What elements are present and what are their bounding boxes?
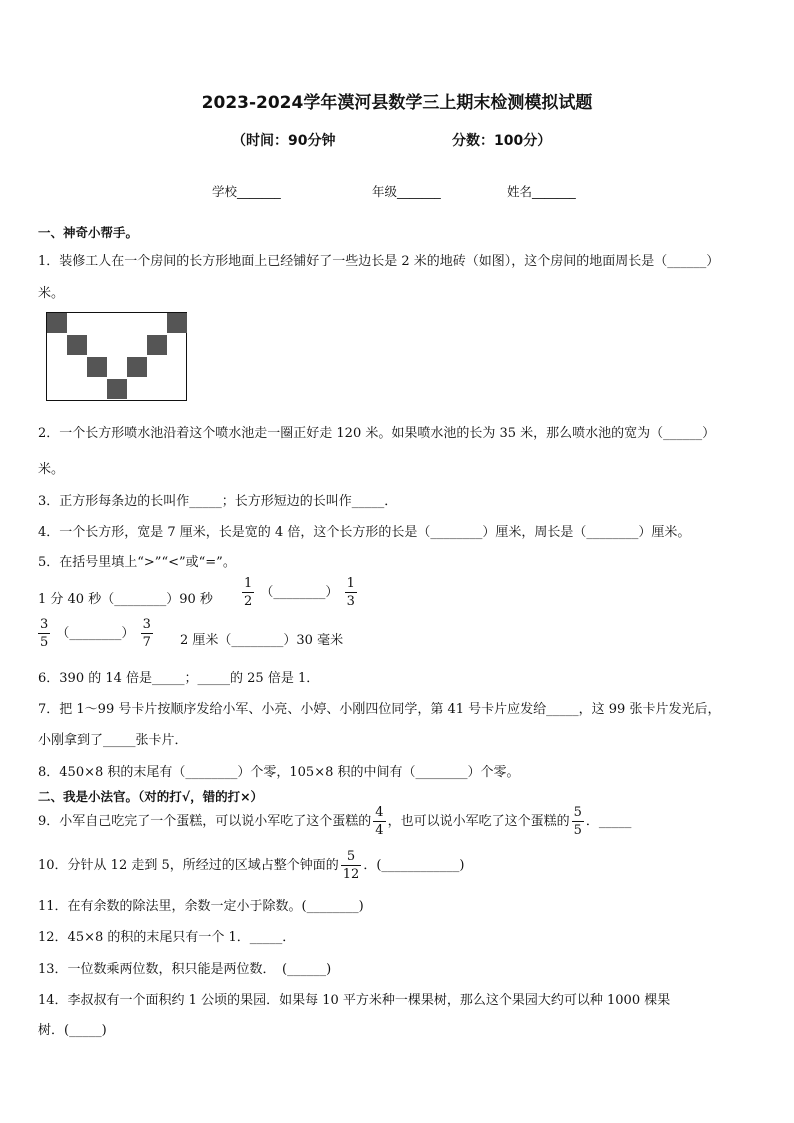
numerator: 3 bbox=[142, 617, 151, 632]
numerator: 4 bbox=[375, 805, 384, 820]
denominator: 12 bbox=[342, 867, 360, 882]
fraction bbox=[38, 618, 50, 649]
question-11: 11．在有余数的除法里，余数一定小于除数。(________) bbox=[38, 899, 364, 914]
grade-field: 年级_______ bbox=[372, 184, 441, 199]
question-5a: 1 分 40 秒（________）90 秒 bbox=[38, 592, 213, 607]
question-12: 12．45×8 的积的末尾只有一个 1．_____． bbox=[38, 930, 296, 945]
section2-heading: 二、我是小法官。（对的打√，错的打×） bbox=[38, 789, 264, 804]
fraction bbox=[345, 577, 357, 608]
question-2-line2: 米。 bbox=[38, 462, 65, 477]
denominator: 5 bbox=[573, 823, 582, 838]
numerator: 5 bbox=[341, 850, 362, 866]
page-title: 2023-2024学年漠河县数学三上期末检测模拟试题 bbox=[201, 93, 593, 113]
school-field: 学校_______ bbox=[212, 184, 281, 199]
numerator: 3 bbox=[40, 617, 49, 632]
question-3: 3．正方形每条边的长叫作_____；长方形短边的长叫作_____． bbox=[38, 494, 398, 509]
denominator: 5 bbox=[40, 635, 49, 650]
question-7-line1: 7．把 1～99 号卡片按顺序发给小军、小亮、小婷、小刚四位同学，第 41 号卡片应发给_____，这 99 张卡片发光后， bbox=[38, 702, 721, 717]
fraction bbox=[341, 850, 362, 881]
denominator: 4 bbox=[375, 823, 384, 838]
floor-tile bbox=[147, 335, 167, 355]
numerator: 1 bbox=[346, 576, 355, 591]
question-5d: 2 厘米（________）30 毫米 bbox=[180, 633, 344, 648]
answer-blank: ．_____ bbox=[585, 814, 632, 829]
question-10 bbox=[38, 850, 464, 881]
exam-time: （时间：90分钟 bbox=[232, 133, 336, 149]
floor-tile bbox=[127, 357, 147, 377]
question-1-line1: 1．装修工人在一个房间的长方形地面上已经铺好了一些边长是 2 米的地砖（如图），这个房间的地面周长是（______） bbox=[38, 254, 720, 269]
name-field: 姓名_______ bbox=[507, 184, 576, 199]
answer-blank: （________） bbox=[56, 626, 135, 641]
question-2-line1: 2．一个长方形喷水池沿着这个喷水池走一圈正好走 120 米。如果喷水池的长为 35 米，那么喷水池的宽为（______） bbox=[38, 426, 716, 441]
fraction bbox=[242, 577, 254, 608]
denominator: 3 bbox=[346, 594, 355, 609]
floor-tile bbox=[87, 357, 107, 377]
section1-heading: 一、神奇小帮手。 bbox=[38, 225, 139, 240]
question-9-text: 9．小军自己吃完了一个蛋糕，可以说小军吃了这个蛋糕的 bbox=[38, 814, 372, 829]
exam-score: 分数：100分） bbox=[452, 133, 552, 149]
question-8: 8．450×8 积的末尾有（________）个零，105×8 积的中间有（________）个零。 bbox=[38, 765, 520, 780]
question-5: 5．在括号里填上“>”“<”或“=”。 bbox=[38, 555, 236, 570]
fraction bbox=[572, 806, 584, 837]
question-7-line2: 小刚拿到了_____张卡片． bbox=[38, 733, 188, 748]
denominator: 7 bbox=[142, 635, 151, 650]
answer-blank: ．(____________) bbox=[363, 858, 465, 873]
answer-blank: （________） bbox=[260, 585, 339, 600]
numerator: 1 bbox=[244, 576, 253, 591]
question-14-line1: 14．李叔叔有一个面积约 1 公顷的果园．如果每 10 平方米种一棵果树，那么这个果园大约可以种 1000 棵果 bbox=[38, 993, 671, 1008]
floor-tile bbox=[67, 335, 87, 355]
question-5b bbox=[240, 577, 359, 608]
fraction bbox=[373, 806, 385, 837]
floor-tile-figure bbox=[46, 312, 187, 401]
question-4: 4．一个长方形，宽是 7 厘米，长是宽的 4 倍，这个长方形的长是（________）厘米，周长是（________）厘米。 bbox=[38, 525, 691, 540]
fraction bbox=[141, 618, 153, 649]
question-13: 13．一位数乘两位数，积只能是两位数． (______) bbox=[38, 962, 332, 977]
denominator: 2 bbox=[244, 594, 253, 609]
question-6: 6．390 的 14 倍是_____；_____的 25 倍是 1． bbox=[38, 671, 320, 686]
question-9 bbox=[38, 806, 631, 837]
floor-tile bbox=[167, 313, 187, 333]
numerator: 5 bbox=[573, 805, 582, 820]
floor-tile bbox=[107, 379, 127, 399]
floor-tile bbox=[47, 313, 67, 333]
question-10-text: 10．分针从 12 走到 5，所经过的区域占整个钟面的 bbox=[38, 858, 339, 873]
question-5c bbox=[36, 618, 155, 649]
question-14-line2: 树．(_____) bbox=[38, 1023, 107, 1038]
question-9-text: ，也可以说小军吃了这个蛋糕的 bbox=[387, 814, 570, 829]
question-1-line2: 米。 bbox=[38, 286, 65, 301]
